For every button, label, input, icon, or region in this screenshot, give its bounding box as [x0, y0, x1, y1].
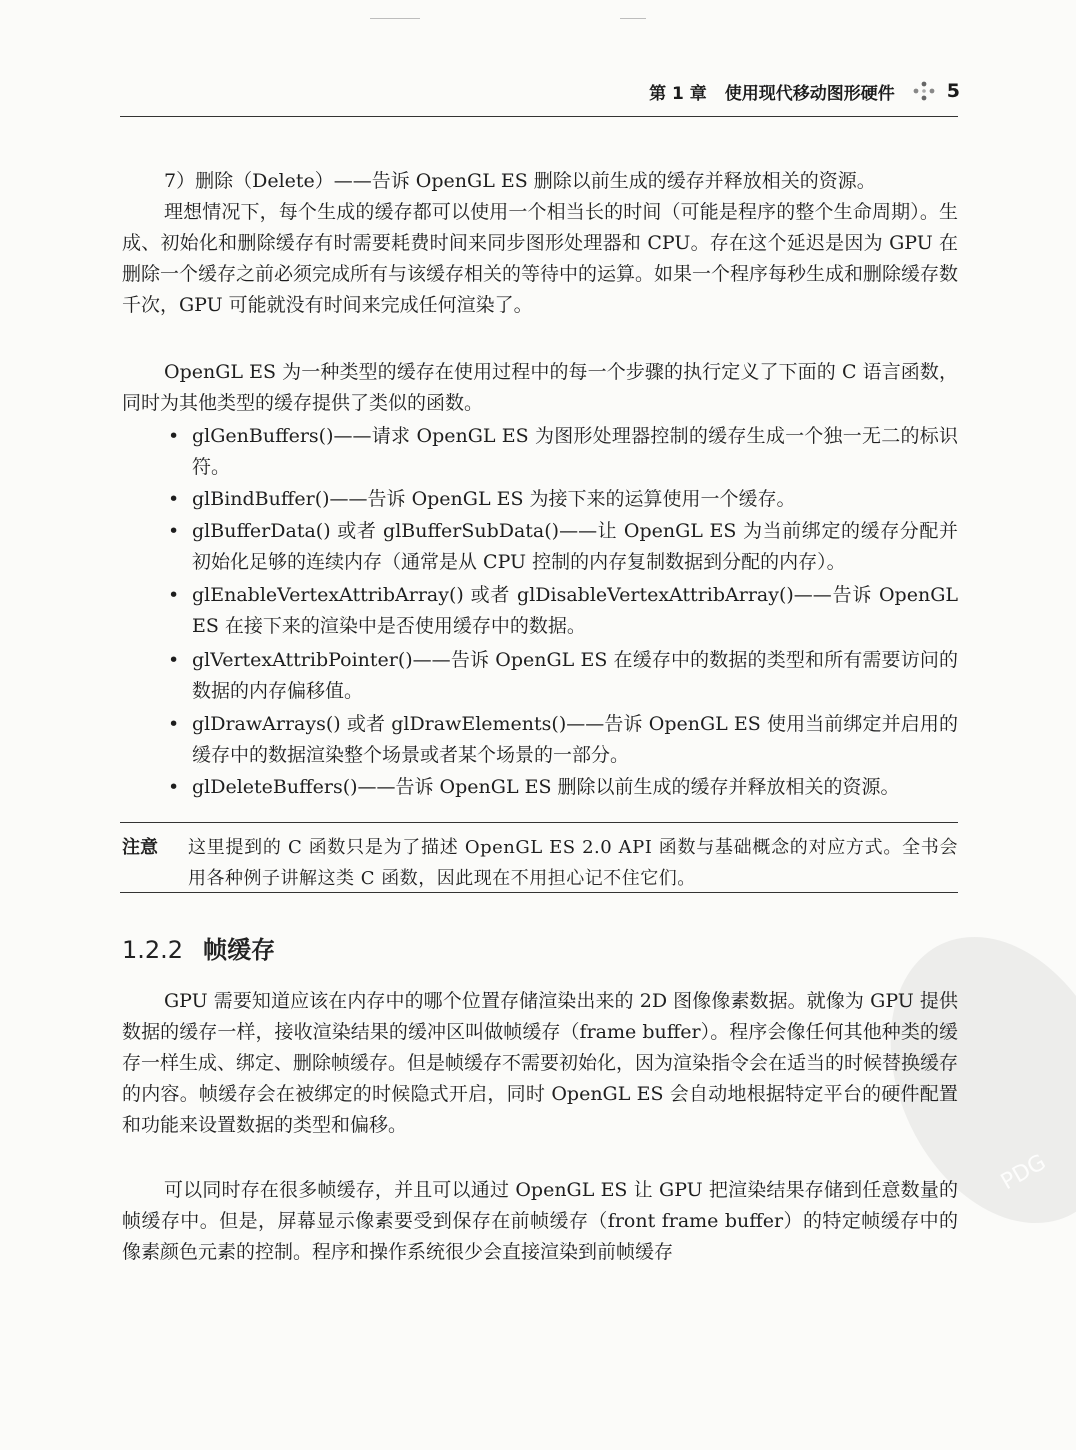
bullet-icon: • [168, 776, 180, 798]
chapter-number: 第 1 章 [649, 83, 707, 104]
paragraph-buffer-lifetime: 理想情况下，每个生成的缓存都可以使用一个相当长的时间（可能是程序的整个生命周期）。生成、初始化和删除缓存有时需要耗费时间来同步图形处理器和 CPU。存在这个延迟是因为 GPU 在删除一个缓存之前必须完成所有与该缓存相关的等待中的运算。如果一个程序每秒生成和删除缓存数千次，GPU 可能就没有时间来完成任何渲染了。 [122, 201, 959, 316]
list-item-text: glGenBuffers()——请求 OpenGL ES 为图形处理器控制的缓存生成一个独一无二的标识符。 [192, 425, 958, 478]
list-item-text: glEnableVertexAttribArray() 或者 glDisableVertexAttribArray()——告诉 OpenGL ES 在接下来的渲染中是否使用缓存中的数据。 [192, 584, 958, 637]
bullet-icon: • [168, 488, 180, 510]
list-item-text: glBufferData() 或者 glBufferSubData()——让 OpenGL ES 为当前绑定的缓存分配并初始化足够的连续内存（通常是从 CPU 控制的内存复制数据到分配的内存）。 [192, 520, 958, 573]
list-item [166, 484, 958, 515]
running-header [560, 76, 960, 106]
paragraph-front-frame-buffer: 可以同时存在很多帧缓存，并且可以通过 OpenGL ES 让 GPU 把渲染结果存储到任意数量的帧缓存中。但是，屏幕显示像素要受到保存在前帧缓存（front frame buffer）的特定帧缓存中的像素颜色元素的控制。程序和操作系统很少会直接渲染到前帧缓存 [122, 1179, 958, 1263]
list-item [166, 516, 958, 578]
note-label: 注意 [122, 837, 158, 858]
bullet-icon: • [168, 649, 180, 671]
header-rule [120, 116, 958, 117]
list-item [166, 421, 958, 483]
list-item-text: glBindBuffer()——告诉 OpenGL ES 为接下来的运算使用一个缓存。 [192, 488, 796, 510]
scan-mark [370, 18, 420, 19]
page-number: 5 [946, 80, 960, 102]
note-text: 这里提到的 C 函数只是为了描述 OpenGL ES 2.0 API 函数与基础概念的对应方式。全书会用各种例子讲解这类 C 函数，因此现在不用担心记不住它们。 [188, 837, 958, 889]
bullet-icon: • [168, 520, 180, 542]
paragraph-c-functions-intro: OpenGL ES 为一种类型的缓存在使用过程中的每一个步骤的执行定义了下面的 C 语言函数，同时为其他类型的缓存提供了类似的函数。 [122, 361, 958, 414]
list-item [166, 580, 958, 642]
bullet-icon: • [168, 584, 180, 606]
list-item-text: glDrawArrays() 或者 glDrawElements()——告诉 OpenGL ES 使用当前绑定并启用的缓存中的数据渲染整个场景或者某个场景的一部分。 [192, 713, 958, 766]
section-number: 1.2.2 [122, 936, 184, 964]
list-item [166, 709, 958, 771]
note-top-rule [120, 822, 958, 823]
paragraph-frame-buffer: GPU 需要知道应该在内存中的哪个位置存储渲染出来的 2D 图像像素数据。就像为 GPU 提供数据的缓存一样，接收渲染结果的缓冲区叫做帧缓存（frame buffer）。程序会像任何其他种类的缓存一样生成、绑定、删除帧缓存。但是帧缓存不需要初始化，因为渲染指令会在适当的时候替换缓存的内容。帧缓存会在被绑定的时候隐式开启，同时 OpenGL ES 会自动地根据特定平台的硬件配置和功能来设置数据的类型和偏移。 [122, 990, 959, 1136]
section-title: 帧缓存 [203, 936, 276, 964]
list-item [166, 645, 958, 707]
bullet-icon: • [168, 425, 180, 447]
list-item-text: glVertexAttribPointer()——告诉 OpenGL ES 在缓存中的数据的类型和所有需要访问的数据的内存偏移值。 [192, 649, 958, 702]
note-bottom-rule [120, 892, 958, 893]
list-item [166, 772, 958, 803]
paragraph-delete-step: 7）删除（Delete）——告诉 OpenGL ES 删除以前生成的缓存并释放相关的资源。 [164, 170, 876, 192]
diamond-ornament-icon [911, 80, 937, 102]
bullet-icon: • [168, 713, 180, 735]
watermark-label: PDG [996, 1149, 1051, 1196]
chapter-title: 使用现代移动图形硬件 [724, 83, 895, 104]
note-box [122, 832, 958, 894]
section-heading [122, 930, 275, 965]
list-item-text: glDeleteBuffers()——告诉 OpenGL ES 删除以前生成的缓存并释放相关的资源。 [192, 776, 900, 798]
scan-mark [620, 18, 646, 19]
